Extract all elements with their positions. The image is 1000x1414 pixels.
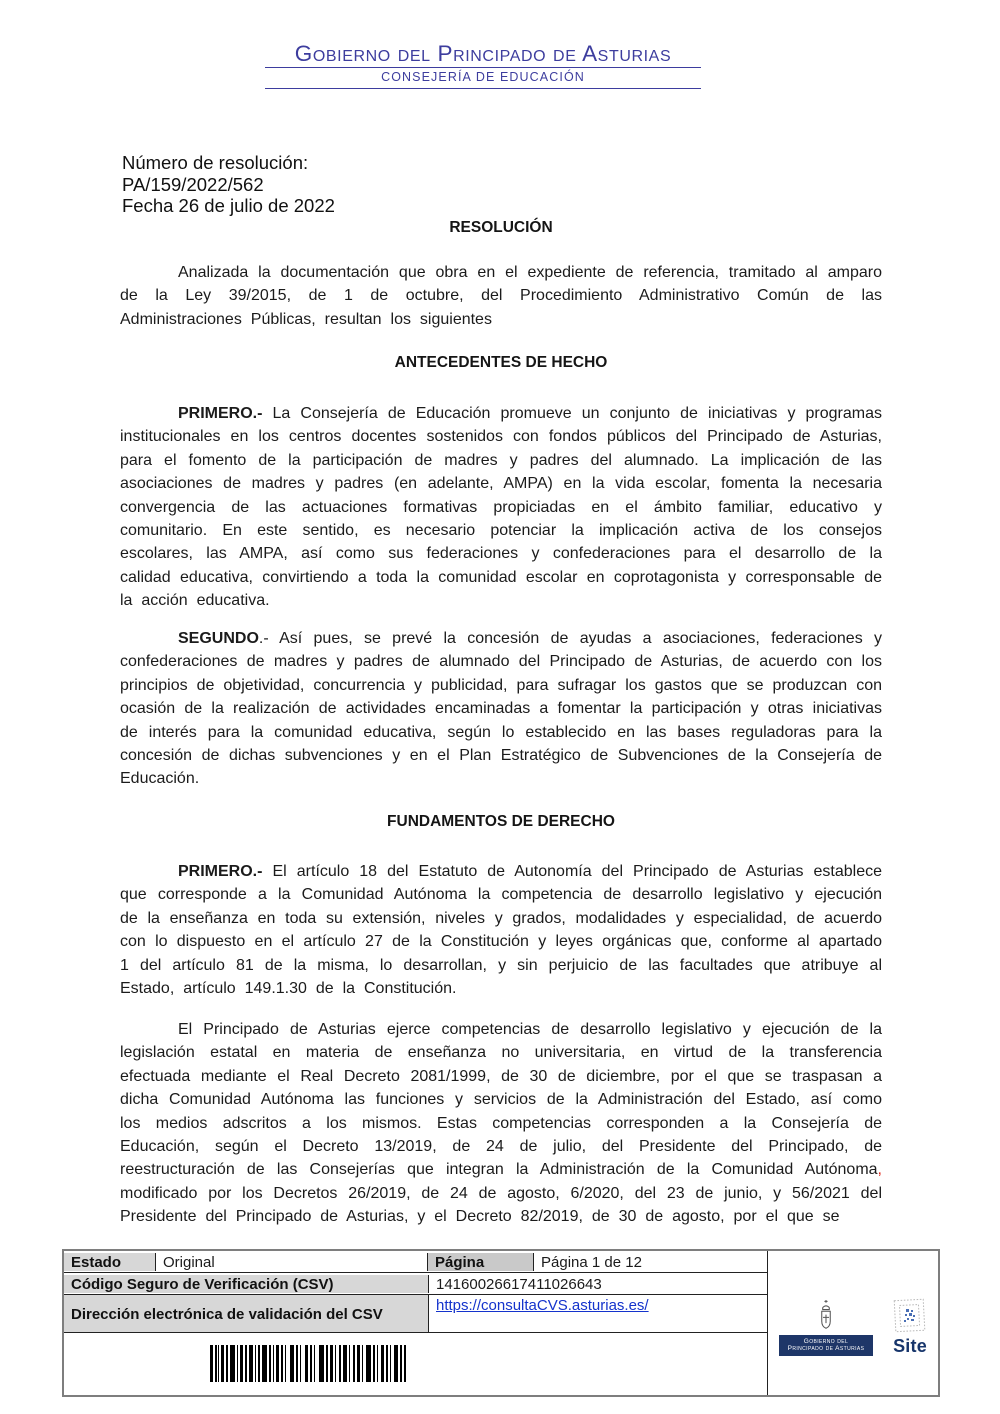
paragraph-text: El artículo 18 del Estatuto de Autonomía del Principado de Asturias establece que corresponde a la Comunidad Autónoma la competencia de desarrollo legislativo y ejecución de la enseñanza en toda su extensión, niveles y grados, modalidades y especialidad, de acuerdo con lo dispuesto en el artículo 27 de la Constitución y leyes orgánicas que, conforme al apartado 1 del artículo 81 de la misma, lo desarrollan, y sin perjuicio de las facultades que atribuye al Estado, artículo 149.1.30 de la Constitución. [120, 863, 882, 998]
paragraph-lead: SEGUNDO [178, 630, 259, 647]
csv-address-cell [429, 1295, 767, 1332]
table-row [64, 1295, 767, 1333]
resolution-number-value: PA/159/2022/562 [122, 173, 264, 195]
resolution-number-label: Número de resolución: [122, 152, 309, 173]
government-title: Gobierno del Principado de Asturias [265, 42, 701, 68]
paragraph-fundamentos-primero [120, 860, 882, 1000]
document-title: RESOLUCIÓN [449, 219, 553, 236]
pagina-value: Página 1 de 12 [541, 1253, 642, 1271]
verification-table [64, 1251, 768, 1395]
csv-value: 14160026617411026643 [436, 1275, 602, 1293]
paragraph-text: El Principado de Asturias ejerce competencias de desarrollo legislativo y ejecución de la legislación estatal en materia de enseñanza no universitaria, en virtud de la transferencia efectuada mediante el Real Decreto 2081/1999, de 30 de diciembre, por el que se traspasan a dicha Comunidad Autónoma las funciones y servicios de la Administración del Estado, así como los medios adscritos a los mismos. Estas competencias corresponden a la Consejería de Educación, según el Decreto 13/2019, de 24 de julio, del Presidente del Principado, de reestructuración de las Consejerías que integran la Administración de la Comunidad Autónoma [120, 1021, 882, 1179]
estado-value: Original [156, 1253, 428, 1271]
paragraph-antecedentes-primero [120, 402, 882, 613]
resolution-info [122, 152, 335, 217]
department-subtitle: CONSEJERÍA DE EDUCACIÓN [265, 68, 701, 89]
gobierno-asturias-logo [779, 1299, 873, 1356]
paragraph-text: .- Así pues, se prevé la concesión de ayudas a asociaciones, federaciones y confederaciones de madres y padres de alumnado del Principado de Asturias, de acuerdo con los principios de objetividad, concurrencia y publicidad, para sufragar los gastos que se produzcan con ocasión de la realización de actividades encaminadas a fomentar la participación y otras iniciativas de interés para la comunidad educativa, según lo establecido en las bases reguladoras para la concesión de dichas subvenciones y en el Plan Estratégico de Subvenciones de la Consejería de Educación. [120, 630, 882, 788]
coat-of-arms-icon [815, 1299, 837, 1333]
paragraph-antecedentes-segundo [120, 627, 882, 791]
paragraph-fundamentos-second [120, 1018, 882, 1229]
paragraph-text: modificado por los Decretos 26/2019, de 24 de agosto, 6/2020, del 23 de junio, y 56/2021 del Presidente del Principado de Asturias, y el Decreto 82/2019, de 30 de agosto, por el que se [120, 1184, 882, 1226]
paragraph-lead: PRIMERO.- [178, 863, 263, 880]
table-row [64, 1251, 767, 1273]
table-row [64, 1273, 767, 1295]
paragraph-text: La Consejería de Educación promueve un conjunto de iniciativas y programas institucionales en los centros docentes sostenidos con fondos públicos del Principado de Asturias, para el fomento de la participación de madres y padres del alumnado. La implicación de las asociaciones de madres y padres (en adelante, AMPA) en la vida escolar, fomenta la necesaria convergencia de las actuaciones formativas propiciadas en el ámbito familiar, educativo y comunitario. En este sentido, es necesario potenciar la implicación activa de los consejos escolares, las AMPA, así como sus federaciones y confederaciones para el desarrollo de la calidad educativa, convirtiendo a toda la comunidad escolar en coprotagonista y corresponsable de la acción educativa. [120, 405, 882, 610]
site-logo [893, 1298, 927, 1357]
intro-paragraph: Analizada la documentación que obra en el expediente de referencia, tramitado al amparo de la Ley 39/2015, de 1 de octubre, del Procedimiento Administrativo Común de las Administraciones Públicas, resultan los siguientes [120, 264, 882, 328]
estado-label: Estado [64, 1253, 156, 1271]
pagina-label: Página [428, 1253, 534, 1271]
gobierno-band-line2: Principado de Asturias [787, 1345, 865, 1352]
letterhead [265, 42, 701, 89]
section-heading-antecedentes: ANTECEDENTES DE HECHO [394, 354, 608, 371]
section-heading-fundamentos: FUNDAMENTOS DE DERECHO [387, 813, 615, 830]
barcode [210, 1345, 406, 1382]
verification-footer [62, 1249, 940, 1397]
red-comma: , [877, 1161, 882, 1179]
site-stamp-icon [893, 1298, 927, 1334]
site-label: Site [893, 1335, 927, 1356]
csv-validation-link[interactable]: https://consultaCVS.asturias.es/ [436, 1297, 649, 1314]
gobierno-band [779, 1335, 873, 1356]
gobierno-band-line1: Gobierno del [803, 1337, 849, 1345]
csv-label: Código Seguro de Verificación (CSV) [64, 1275, 429, 1293]
logo-cell [768, 1251, 938, 1395]
barcode-row [64, 1333, 767, 1395]
paragraph-lead: PRIMERO.- [178, 405, 263, 422]
resolution-date: Fecha 26 de julio de 2022 [122, 195, 335, 216]
csv-address-label: Dirección electrónica de validación del CSV [64, 1295, 429, 1332]
